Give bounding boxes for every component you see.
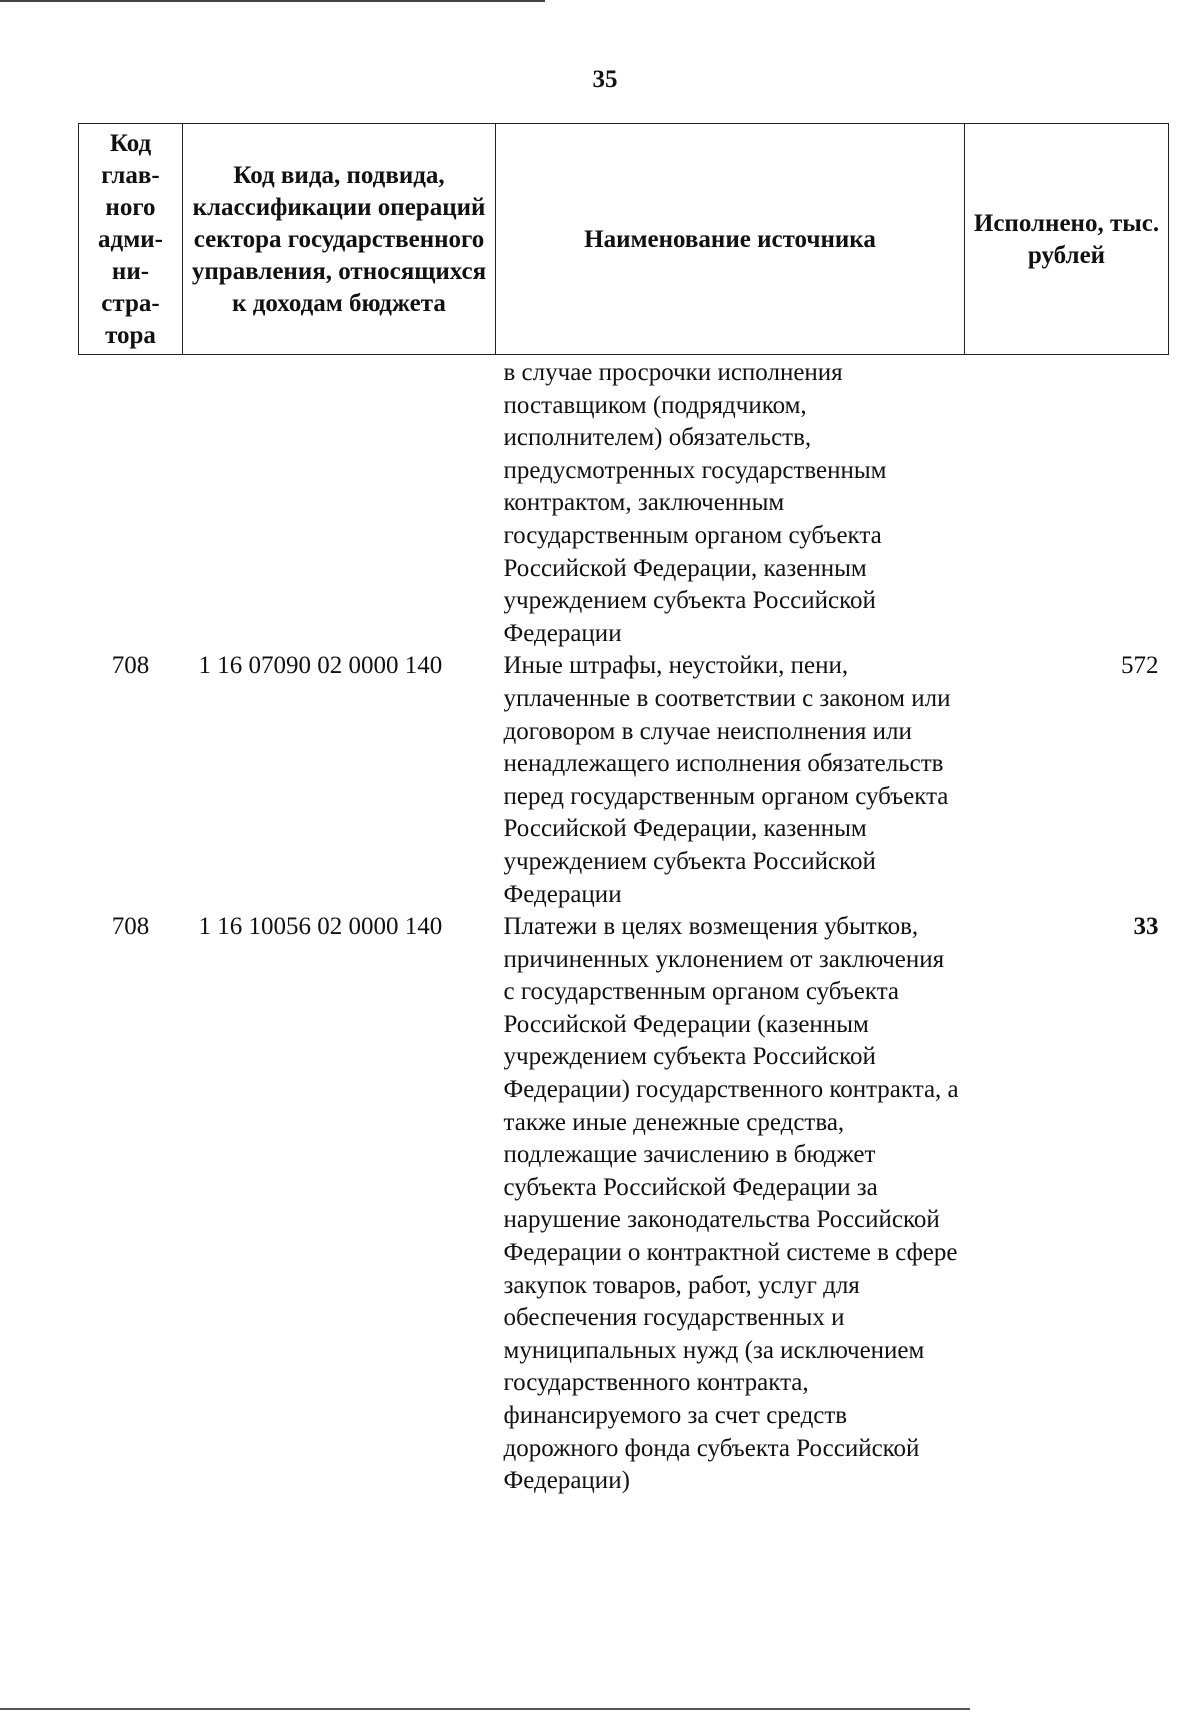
revenue-table bbox=[78, 123, 1169, 1498]
source-name-cell: в случае просрочки исполнения поставщиком (подрядчиком, исполнителем) обязательств, предусмотренных государственным контрактом, заключенным государственным органом субъекта Российской Федерации, казенным учреждением субъекта Российской Федерации bbox=[503, 359, 887, 647]
scan-edge-bottom bbox=[0, 1708, 970, 1710]
table-row bbox=[79, 911, 1169, 1498]
revenue-code-cell: 1 16 07090 02 0000 140 bbox=[198, 652, 443, 680]
table-body bbox=[79, 355, 1169, 1498]
header-admin-code-text: Код глав-ного адми-ни-стра-тора bbox=[98, 130, 163, 349]
amount-cell bbox=[965, 355, 1169, 651]
scan-edge-top bbox=[0, 0, 545, 2]
amount-cell: 572 bbox=[1121, 652, 1159, 680]
admin-code-cell bbox=[79, 355, 183, 651]
source-name-cell: Иные штрафы, неустойки, пени, уплаченные в соответствии с законом или договором в случае неисполнения или ненадлежащего исполнения обязательств перед государственным органом субъекта Российской Федерации, казенным учреждением субъекта Российской Федерации bbox=[503, 652, 951, 908]
header-revenue-code-text: Код вида, подвида, классификации операций сектора государственного управления, относящихся к доходам бюджета bbox=[191, 162, 487, 317]
header-admin-code bbox=[79, 124, 183, 355]
header-source-name bbox=[496, 124, 965, 355]
source-name-cell: Платежи в целях возмещения убытков, причиненных уклонением от заключения с государственным органом субъекта Российской Федерации (казенным учреждением субъекта Российской Федерации) государственного контракта, а также иные денежные средства, подлежащие зачислению в бюджет субъекта Российской Федерации за нарушение законодательства Российской Федерации о контрактной системе в сфере закупок товаров, работ, услуг для обеспечения государственных и муниципальных нужд (за исключением государственного контракта, финансируемого за счет средств дорожного фонда субъекта Российской Федерации) bbox=[503, 913, 959, 1495]
revenue-code-cell: 1 16 10056 02 0000 140 bbox=[198, 913, 443, 941]
header-executed bbox=[965, 124, 1169, 355]
amount-cell: 33 bbox=[1133, 913, 1159, 941]
header-source-name-text: Наименование источника bbox=[584, 226, 876, 253]
revenue-code-cell bbox=[183, 355, 496, 651]
admin-code-cell: 708 bbox=[111, 913, 150, 941]
table-row bbox=[79, 650, 1169, 911]
header-executed-text: Исполнено, тыс. рублей bbox=[973, 210, 1160, 269]
header-revenue-code bbox=[183, 124, 496, 355]
admin-code-cell: 708 bbox=[111, 652, 150, 680]
page-number: 35 bbox=[592, 66, 618, 93]
table-row bbox=[79, 355, 1169, 651]
table-header bbox=[79, 124, 1169, 355]
